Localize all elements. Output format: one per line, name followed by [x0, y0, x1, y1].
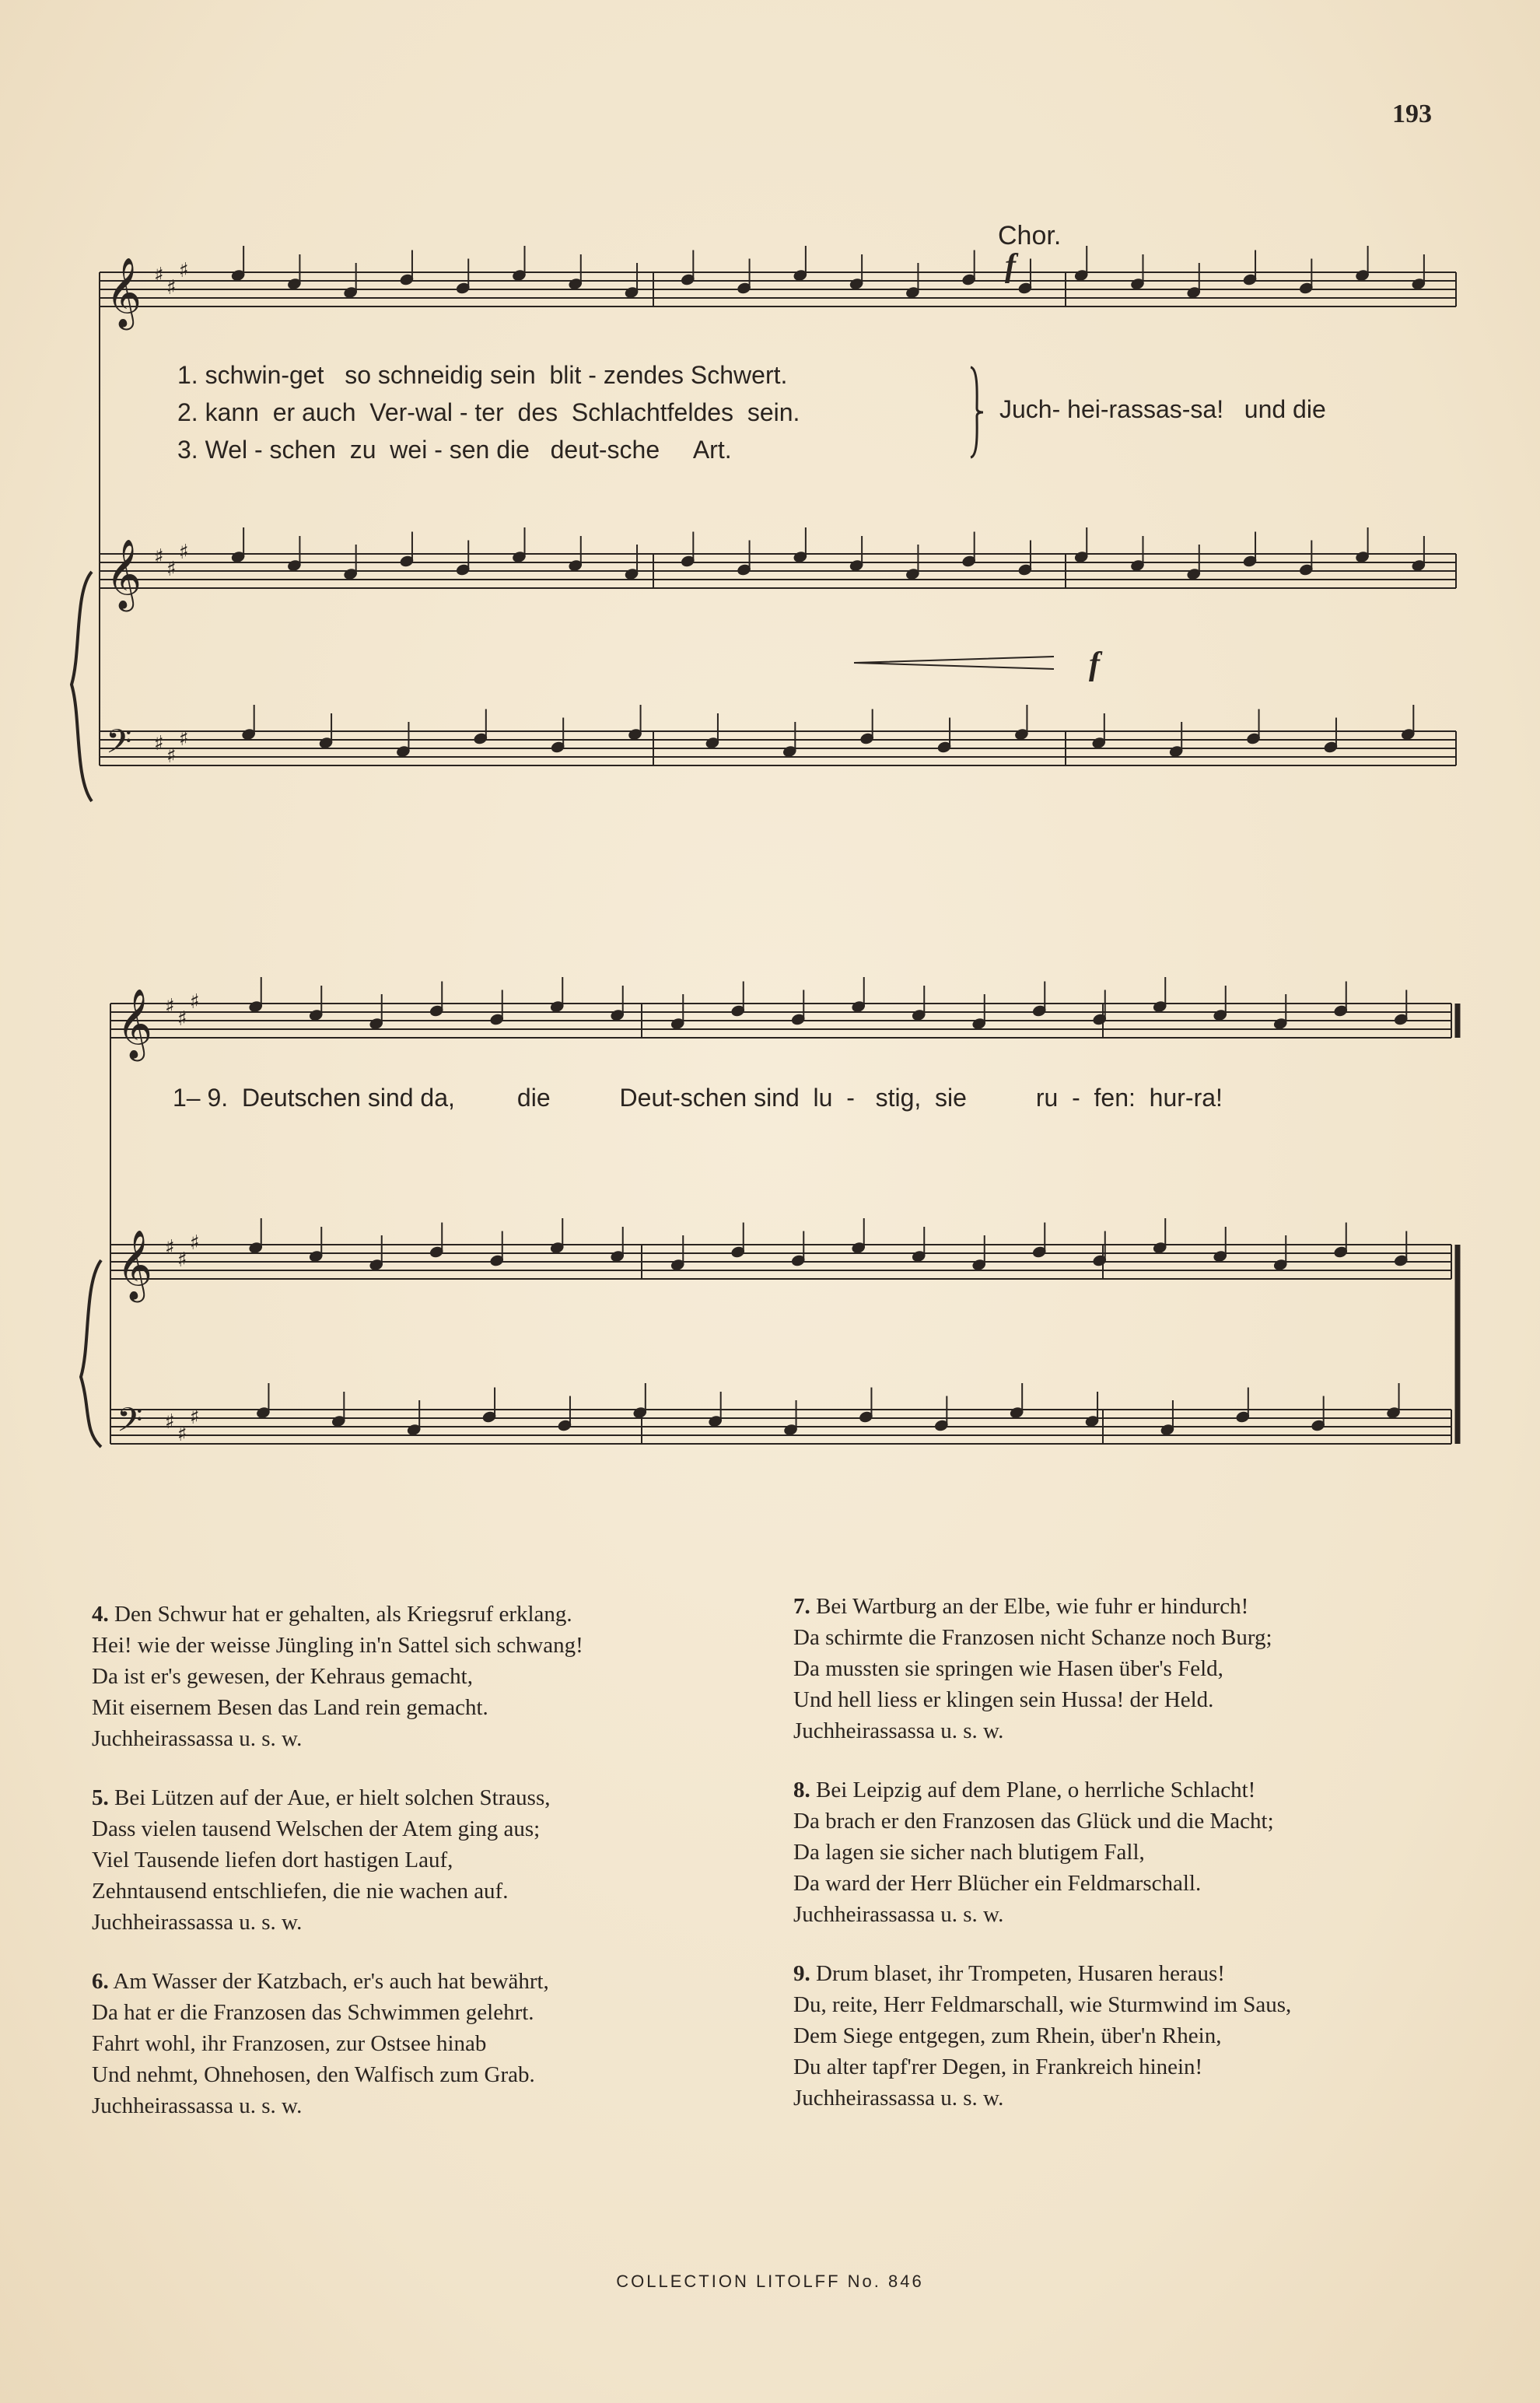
stanza-4: 4. Den Schwur hat er gehalten, als Kriegsruf erklang. Hei! wie der weisse Jüngling in'n Sattel sich schwang! Da ist er's gewesen, der Kehraus gemacht, Mit eisernem Besen das Land rein gemacht. Juchheirassassa u. s. w.	[92, 1602, 583, 1751]
treble-clef-icon: 𝄞	[117, 1230, 153, 1300]
verses-right-column	[793, 1591, 1291, 2142]
sharp-icon: ♯	[179, 727, 189, 751]
sharp-icon: ♯	[166, 558, 177, 581]
stanza-9: 9. Drum blaset, ihr Trompeten, Husaren heraus! Du, reite, Herr Feldmarschall, wie Sturmwind im Saus, Dem Siege entgegen, zum Rhein, über'n Rhein, Du alter tapf'rer Degen, in Frankreich hinein! Juchheirassassa u. s. w.	[793, 1961, 1292, 2111]
bass-clef-icon: 𝄢	[117, 1401, 143, 1448]
chorus-lyric-line: 1– 9. Deutschen sind da, die Deut-schen sind lu - stig, sie ru - fen: hur-ra!	[173, 1084, 1223, 1112]
treble-clef-icon: 𝄞	[106, 539, 142, 609]
sharp-icon: ♯	[165, 1236, 175, 1259]
refrain-lyric: Juch- hei-rassas-sa! und die	[999, 395, 1326, 423]
sharp-icon: ♯	[165, 995, 175, 1018]
verse-lyric-line-1: 1. schwin-get so schneidig sein blit - zendes Schwert.	[177, 361, 788, 389]
verses-left-column	[92, 1599, 583, 2149]
bass-clef-icon: 𝄢	[106, 723, 132, 769]
sharp-icon: ♯	[177, 1249, 187, 1272]
sharp-icon: ♯	[154, 264, 164, 287]
page-number: 193	[1392, 100, 1432, 128]
sharp-icon: ♯	[177, 1423, 187, 1446]
dynamic-forte-voice: f	[1005, 248, 1016, 284]
chor-label: Chor.	[998, 221, 1062, 250]
sharp-icon: ♯	[166, 276, 177, 299]
treble-clef-icon: 𝄞	[117, 989, 153, 1059]
verse-brace	[968, 366, 986, 459]
piano-brace-1	[72, 572, 92, 801]
voice-staff-2	[110, 1004, 1451, 1038]
sharp-icon: ♯	[179, 541, 189, 564]
sharp-icon: ♯	[177, 1007, 187, 1031]
stanza-8: 8. Bei Leipzig auf dem Plane, o herrliche Schlacht! Da brach er den Franzosen das Glück und die Macht; Da lagen sie sicher nach blutigem Fall, Da ward der Herr Blücher ein Feldmarschall. Juchheirassassa u. s. w.	[793, 1778, 1274, 1927]
verse-lyric-line-2: 2. kann er auch Ver-wal - ter des Schlachtfeldes sein.	[177, 398, 800, 426]
publisher-footer: COLLECTION LITOLFF No. 846	[616, 2272, 924, 2291]
sharp-icon: ♯	[165, 1410, 175, 1434]
sharp-icon: ♯	[154, 732, 164, 755]
piano-bass-staff-2	[110, 1410, 1451, 1444]
stanza-7: 7. Bei Wartburg an der Elbe, wie fuhr er hindurch! Da schirmte die Franzosen nicht Schanze noch Burg; Da mussten sie springen wie Hasen über's Feld, Und hell liess er klingen sein Hussa! der Held. Juchheirassassa u. s. w.	[793, 1594, 1272, 1743]
sharp-icon: ♯	[190, 1231, 200, 1255]
piano-brace-2	[81, 1260, 101, 1447]
dynamic-forte-piano: f	[1089, 646, 1100, 682]
sharp-icon: ♯	[179, 259, 189, 282]
sharp-icon: ♯	[190, 1406, 200, 1429]
sharp-icon: ♯	[190, 990, 200, 1014]
stanza-6: 6. Am Wasser der Katzbach, er's auch hat bewährt, Da hat er die Franzosen das Schwimmen gelehrt. Fahrt wohl, ihr Franzosen, zur Ostsee hinab Und nehmt, Ohnehosen, den Walfisch zum Grab. Juchheirassassa u. s. w.	[92, 1969, 549, 2118]
crescendo-hairpin	[854, 657, 1054, 669]
sharp-icon: ♯	[154, 545, 164, 569]
piano-treble-staff-2	[110, 1245, 1451, 1279]
treble-clef-icon: 𝄞	[106, 257, 142, 328]
sharp-icon: ♯	[166, 744, 177, 768]
verse-lyric-line-3: 3. Wel - schen zu wei - sen die deut-sche Art.	[177, 436, 732, 464]
stanza-5: 5. Bei Lützen auf der Aue, er hielt solchen Strauss, Dass vielen tausend Welschen der Atem ging aus; Viel Tausende liefen dort hastigen Lauf, Zehntausend entschliefen, die nie wachen auf. Juchheirassassa u. s. w.	[92, 1785, 551, 1935]
